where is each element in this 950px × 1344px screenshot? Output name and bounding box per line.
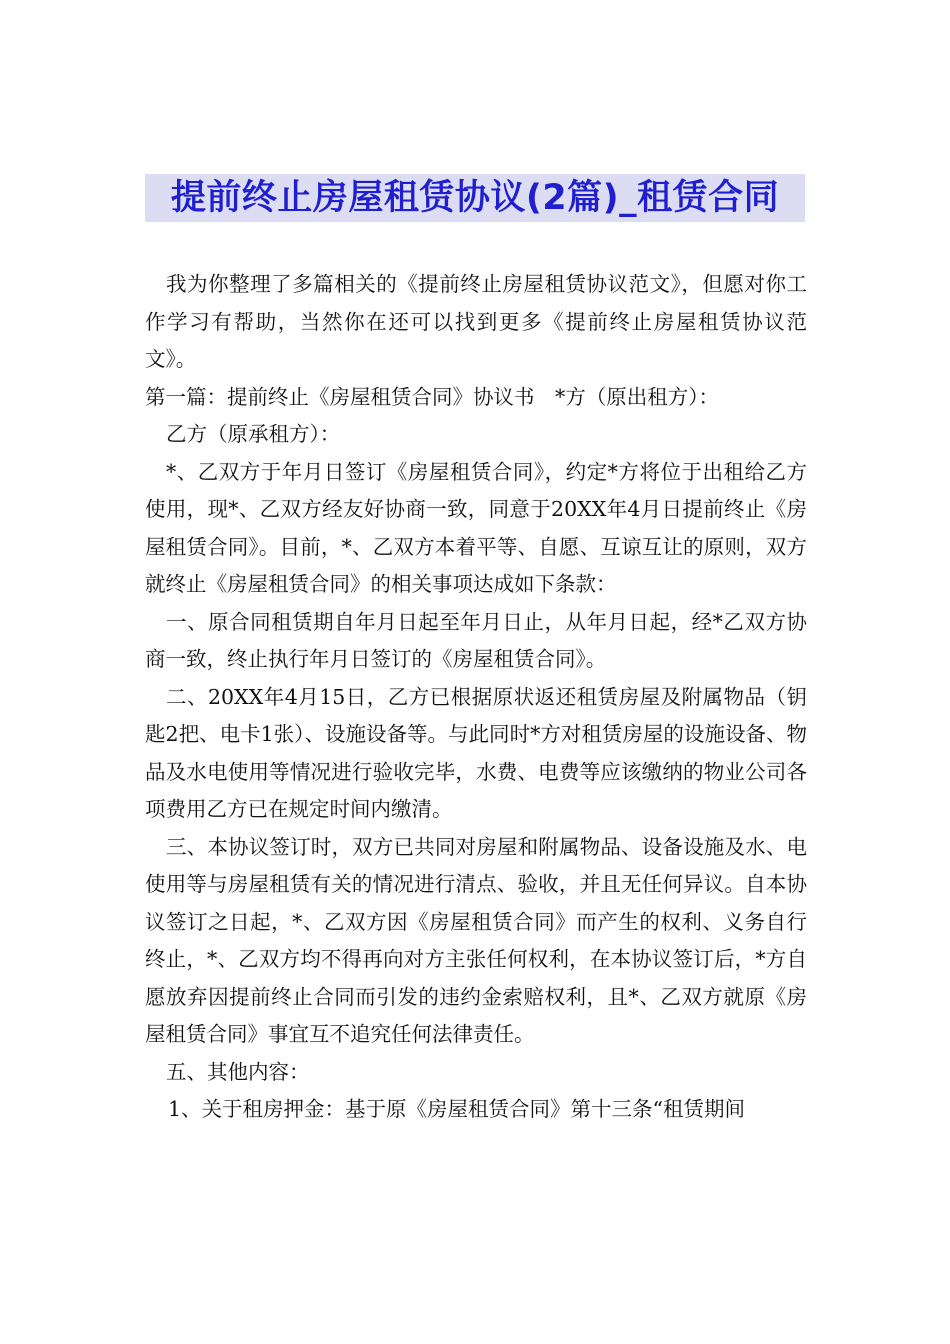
document-body — [145, 266, 807, 1129]
clause-5-item-1: 1、关于租房押金：基于原《房屋租赁合同》第十三条“租赁期间 — [168, 1097, 746, 1121]
clause-3: 三、本协议签订时，双方已共同对房屋和附属物品、设备设施及水、电使用等与房屋租赁有关的情况进行清点、验收，并且无任何异议。自本协议签订之日起，*、乙双方因《房屋租赁合同》而产生的权利、义务自行终止，*、乙双方均不得再向对方主张任何权利，在本协议签订后，*方自愿放弃因提前终止合同而引发的违约金索赔权利，且*、乙双方就原《房屋租赁合同》事宜互不追究任何法律责任。 — [145, 834, 807, 1046]
party-b-line: 乙方（原承租方）： — [166, 422, 341, 446]
clause-1: 一、原合同租赁期自年月日起至年月日止，从年月日起，经*乙双方协商一致，终止执行年月日签订的《房屋租赁合同》。 — [145, 609, 807, 671]
intro-paragraph: 我为你整理了多篇相关的《提前终止房屋租赁协议范文》，但愿对你工作学习有帮助，当然你在还可以找到更多《提前终止房屋租赁协议范文》。 — [145, 272, 807, 371]
chapter-heading: 第一篇：提前终止《房屋租赁合同》协议书 *方（原出租方）： — [145, 384, 719, 409]
preamble-paragraph: *、乙双方于年月日签订《房屋租赁合同》，约定*方将位于出租给乙方使用，现*、乙双方经友好协商一致，同意于20XX年4月日提前终止《房屋租赁合同》。目前，*、乙双方本着平等、自愿、互谅互让的原则，双方就终止《房屋租赁合同》的相关事项达成如下条款： — [145, 459, 807, 596]
clause-2: 二、20XX年4月15日，乙方已根据原状返还租赁房屋及附属物品（钥匙2把、电卡1张）、设施设备等。与此同时*方对租赁房屋的设施设备、物品及水电使用等情况进行验收完毕，水费、电费等应该缴纳的物业公司各项费用乙方已在规定时间内缴清。 — [145, 684, 807, 821]
clause-5-heading: 五、其他内容： — [166, 1059, 310, 1084]
document-title: 提前终止房屋租赁协议(2篇)_租赁合同 — [145, 174, 805, 222]
